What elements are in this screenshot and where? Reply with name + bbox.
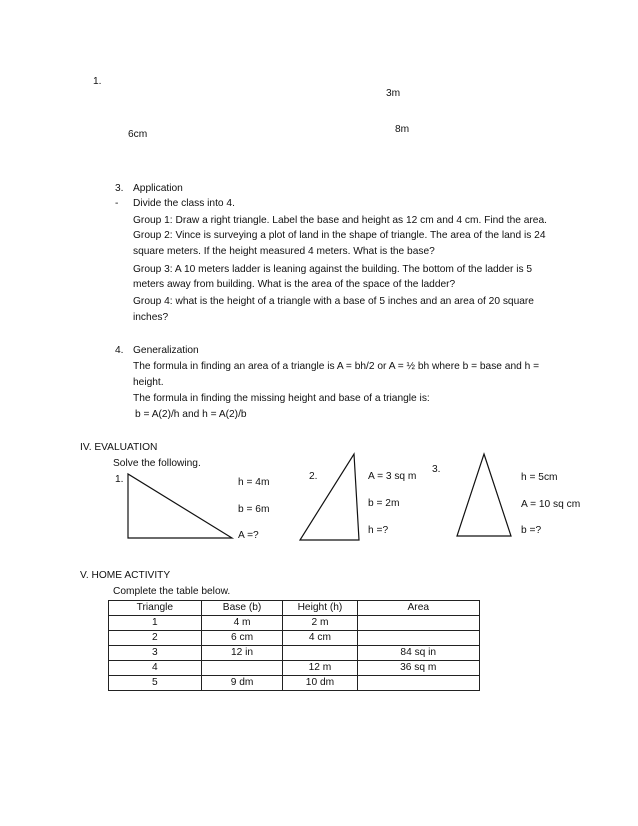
label-6cm: 6cm <box>128 129 148 140</box>
application-line: meters away from building. What is the area of the space of the ladder? <box>133 279 456 290</box>
table-row <box>109 676 480 691</box>
problem-1-number: 1. <box>93 76 102 87</box>
triangle-table <box>108 600 480 691</box>
table-header-row <box>109 601 480 616</box>
evaluation-item-1-number: 1. <box>115 474 124 485</box>
application-instruction: Divide the class into 4. <box>133 198 235 209</box>
application-line: square meters. If the height measured 4 meters. What is the base? <box>133 246 435 257</box>
evaluation-item-1-line: h = 4m <box>238 477 270 488</box>
generalization-title: Generalization <box>133 345 199 356</box>
table-cell: 36 sq m <box>357 661 479 676</box>
column-header-area: Area <box>357 601 479 616</box>
evaluation-item-3-line: b =? <box>521 525 542 536</box>
table-cell: 5 <box>109 676 202 691</box>
application-line: Group 1: Draw a right triangle. Label the base and height as 12 cm and 4 cm. Find the area. <box>133 215 547 226</box>
evaluation-item-2-line: h =? <box>368 525 389 536</box>
table-cell <box>201 661 283 676</box>
bullet-dash: - <box>115 198 119 209</box>
evaluation-item-1-line: A =? <box>238 530 259 541</box>
generalization-line: height. <box>133 377 164 388</box>
generalization-line: The formula in finding an area of a triangle is A = bh/2 or A = ½ bh where b = base and h = <box>133 361 540 372</box>
evaluation-item-3-number: 3. <box>432 464 441 475</box>
table-cell <box>357 676 479 691</box>
table-cell: 3 <box>109 646 202 661</box>
acute-triangle-figure <box>298 450 362 542</box>
evaluation-heading: IV. EVALUATION <box>80 442 158 453</box>
application-line: Group 4: what is the height of a triangle with a base of 5 inches and an area of 20 square <box>133 296 534 307</box>
table-cell: 2 m <box>283 616 357 631</box>
table-cell <box>283 646 357 661</box>
table-cell: 2 <box>109 631 202 646</box>
table-row <box>109 631 480 646</box>
application-line: Group 2: Vince is surveying a plot of land in the shape of triangle. The area of the land is 24 <box>133 230 546 241</box>
evaluation-item-2-number: 2. <box>309 471 318 482</box>
table-cell <box>357 616 479 631</box>
table-row <box>109 646 480 661</box>
table-row <box>109 661 480 676</box>
right-triangle-figure <box>126 472 236 540</box>
evaluation-item-3-line: A = 10 sq cm <box>521 499 581 510</box>
application-line: inches? <box>133 312 169 323</box>
table-cell: 12 m <box>283 661 357 676</box>
generalization-line: The formula in finding the missing height and base of a triangle is: <box>133 393 430 404</box>
table-cell: 4 m <box>201 616 283 631</box>
label-3m: 3m <box>386 88 401 99</box>
evaluation-item-1-line: b = 6m <box>238 504 270 515</box>
home-activity-heading: V. HOME ACTIVITY <box>80 570 171 581</box>
generalization-formula: b = A(2)/h and h = A(2)/b <box>135 409 247 420</box>
column-header-triangle: Triangle <box>109 601 202 616</box>
table-cell: 6 cm <box>201 631 283 646</box>
column-header-base: Base (b) <box>201 601 283 616</box>
application-title: Application <box>133 183 183 194</box>
evaluation-item-2-line: b = 2m <box>368 498 400 509</box>
table-cell: 1 <box>109 616 202 631</box>
evaluation-item-3-line: h = 5cm <box>521 472 558 483</box>
table-cell: 4 <box>109 661 202 676</box>
table-cell: 9 dm <box>201 676 283 691</box>
application-line: Group 3: A 10 meters ladder is leaning against the building. The bottom of the ladder is 5 <box>133 264 533 275</box>
table-cell: 12 in <box>201 646 283 661</box>
application-number: 3. <box>115 183 124 194</box>
home-activity-instruction: Complete the table below. <box>113 586 231 597</box>
evaluation-instruction: Solve the following. <box>113 458 201 469</box>
table-cell: 4 cm <box>283 631 357 646</box>
column-header-height: Height (h) <box>283 601 357 616</box>
table-cell: 10 dm <box>283 676 357 691</box>
generalization-number: 4. <box>115 345 124 356</box>
table-row <box>109 616 480 631</box>
evaluation-item-2-line: A = 3 sq m <box>368 471 417 482</box>
isosceles-triangle-figure <box>455 450 513 540</box>
table-cell <box>357 631 479 646</box>
label-8m: 8m <box>395 124 410 135</box>
table-cell: 84 sq in <box>357 646 479 661</box>
